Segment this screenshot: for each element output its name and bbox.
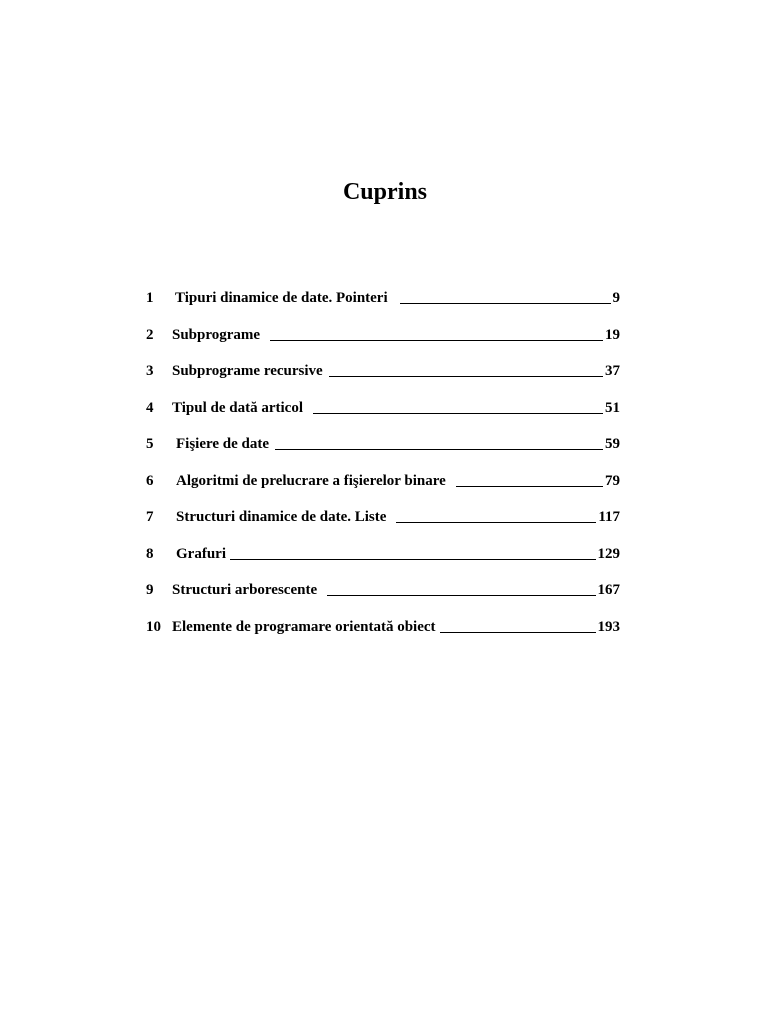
toc-entry-number: 4 [146, 399, 154, 416]
toc-entry-number: 1 [146, 290, 154, 306]
toc-entry-number: 8 [146, 545, 154, 562]
toc-entry-title: Algoritmi de prelucrare a fişierelor binare [176, 472, 446, 489]
toc-entry-title: Structuri dinamice de date. Liste [176, 509, 387, 525]
toc-entry-title: Tipul de dată articol [172, 399, 303, 416]
toc-entry-title: Grafuri [176, 545, 226, 562]
toc-entry [146, 325, 620, 362]
toc-entry-number: 2 [146, 326, 154, 343]
toc-entry-leader [327, 580, 595, 596]
toc-entry-number: 5 [146, 436, 154, 452]
toc-entry-title: Subprograme recursive [172, 363, 323, 379]
toc-entry [146, 288, 620, 325]
toc-entry-page: 167 [597, 582, 620, 598]
toc-entry-page: 129 [597, 545, 620, 562]
toc-entry-page: 79 [605, 472, 620, 489]
toc-entry-page: 37 [605, 363, 620, 379]
toc-entry-title: Structuri arborescente [172, 582, 318, 598]
toc-entry-page: 117 [598, 509, 620, 525]
toc-entry [146, 617, 620, 654]
toc-entry-page: 193 [597, 618, 620, 635]
table-of-contents [146, 288, 620, 653]
toc-entry [146, 544, 620, 581]
toc-entry-number: 6 [146, 472, 154, 489]
toc-entry [146, 398, 620, 435]
toc-entry-number: 9 [146, 582, 154, 598]
toc-entry-page: 51 [605, 399, 620, 416]
toc-entry [146, 580, 620, 617]
toc-entry-leader [396, 507, 596, 523]
toc-entry-leader [400, 288, 611, 304]
toc-entry-title: Tipuri dinamice de date. Pointeri [175, 290, 388, 306]
toc-entry-leader [313, 398, 603, 414]
toc-entry-leader [270, 325, 603, 341]
toc-entry-title: Subprograme [172, 326, 261, 343]
toc-entry-page: 19 [605, 326, 620, 343]
toc-entry-title: Fişiere de date [176, 436, 270, 452]
toc-entry-leader [329, 361, 603, 377]
toc-entry-number: 3 [146, 363, 154, 379]
toc-entry-title: Elemente de programare orientată obiect [172, 618, 436, 635]
toc-entry-leader [230, 544, 596, 560]
toc-entry-page: 9 [612, 290, 620, 306]
toc-entry-leader [440, 617, 596, 633]
toc-entry-leader [275, 434, 603, 450]
toc-entry-number: 10 [146, 618, 161, 635]
toc-entry-page: 59 [605, 436, 620, 452]
toc-entry [146, 361, 620, 398]
toc-entry [146, 434, 620, 471]
page-title: Cuprins [342, 179, 428, 205]
toc-entry [146, 471, 620, 508]
toc-entry [146, 507, 620, 544]
toc-entry-leader [456, 471, 603, 487]
toc-entry-number: 7 [146, 509, 154, 525]
